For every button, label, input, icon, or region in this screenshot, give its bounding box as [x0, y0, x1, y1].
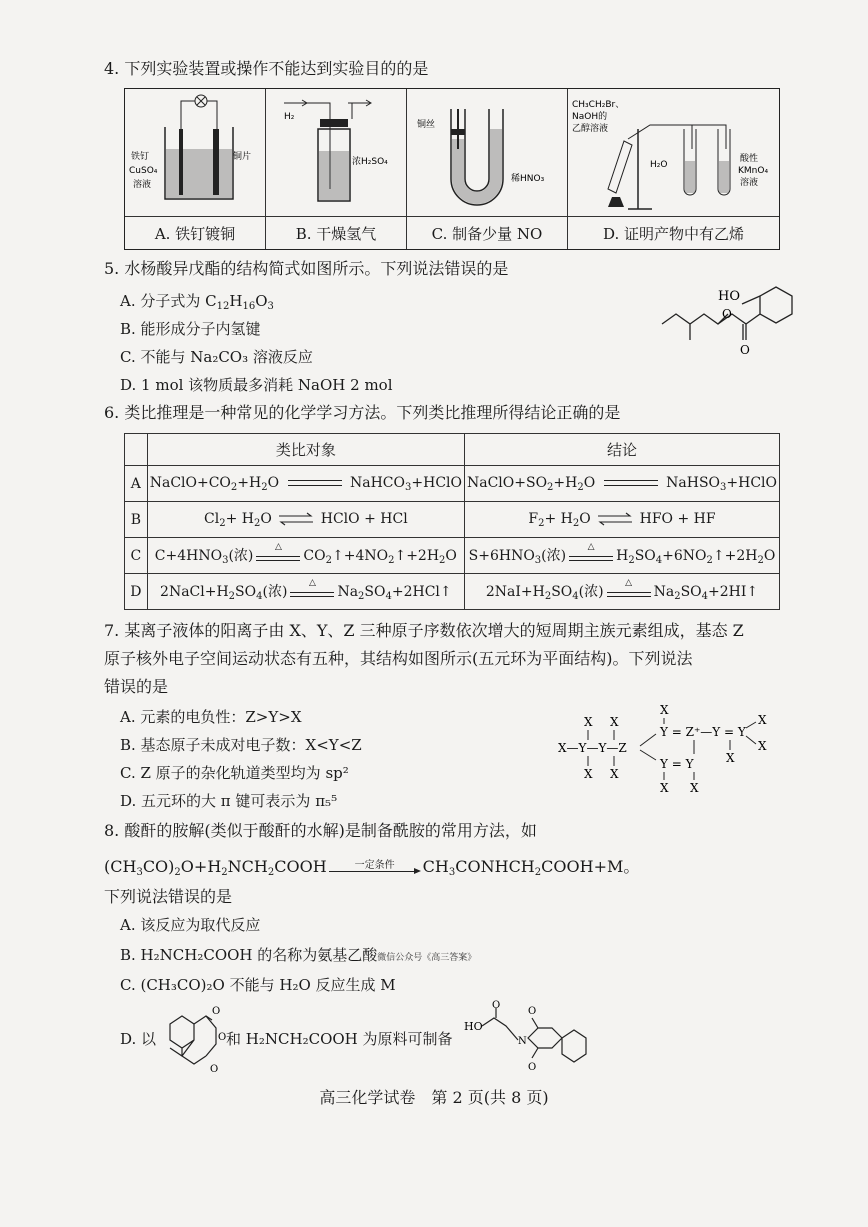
q4-apparatus-a	[125, 89, 266, 216]
svg-text:Y = Y: Y = Y	[660, 757, 694, 771]
svg-text:Y = Z⁺—Y = Y: Y = Z⁺—Y = Y	[660, 725, 746, 739]
q5-option-a: A. 分子式为 $C_{12}H_{16}O_3$	[120, 292, 274, 312]
svg-text:X: X	[726, 751, 735, 765]
svg-text:溶液: 溶液	[133, 180, 152, 190]
svg-text:KMnO₄: KMnO₄	[738, 166, 769, 176]
q5-stem: 5. 水杨酸异戊酯的结构简式如图所示。下列说法错误的是	[104, 259, 509, 278]
q6-analogy-table	[124, 433, 780, 610]
q7-stem-line-3: 错误的是	[104, 677, 169, 696]
svg-text:铜丝: 铜丝	[417, 120, 436, 130]
q7-stem-line-1: 7. 某离子液体的阳离子由 X、Y、Z 三种原子序数依次增大的短周期主族元素组成，基态 Z	[104, 621, 744, 640]
table-row: D $2NaCl+H_2SO_4$(浓) △ $Na_2SO_4+2HCl↑$ $2NaI+H_2SO_4$(浓) △ $Na_2SO_4+2HI↑$	[125, 574, 780, 610]
svg-text:酸性: 酸性	[740, 154, 759, 164]
svg-text:H₂O: H₂O	[650, 160, 668, 170]
svg-text:O: O	[210, 1064, 219, 1075]
svg-text:X: X	[584, 767, 593, 781]
svg-text:N: N	[518, 1036, 527, 1047]
q8-product-image	[462, 1000, 592, 1080]
q5-structure-image	[656, 282, 806, 362]
svg-text:HO: HO	[464, 1020, 483, 1033]
svg-text:H₂: H₂	[284, 112, 295, 122]
svg-text:X: X	[690, 781, 699, 795]
q4-caption-c: C. 制备少量 NO	[407, 216, 568, 249]
q5-option-c: C. 不能与 Na₂CO₃ 溶液反应	[120, 348, 313, 366]
svg-text:乙醇溶液: 乙醇溶液	[572, 124, 609, 134]
q8-reaction: $(CH_3CO)_2O+H_2NCH_2COOH$ 一定条件 $CH_3CONHCH_2COOH+M$。	[104, 857, 640, 878]
q8-follow: 下列说法错误的是	[104, 887, 233, 906]
svg-text:O: O	[212, 1006, 221, 1017]
table-row: A $NaClO+CO_2+H_2O$ NaHCO$_3$+HClO $NaClO+SO_2+H_2O$ NaHSO$_3$+HClO	[125, 466, 780, 502]
svg-text:O: O	[492, 1000, 501, 1011]
svg-text:X: X	[660, 781, 669, 795]
q4-apparatus-table	[124, 88, 780, 250]
q4-caption-a: A. 铁钉镀铜	[125, 216, 266, 249]
svg-text:O: O	[528, 1006, 537, 1017]
q8-option-a: A. 该反应为取代反应	[120, 916, 261, 934]
q7-option-c: C. Z 原子的杂化轨道类型均为 sp²	[120, 764, 349, 782]
q8-option-b: B. H₂NCH₂COOH 的名称为氨基乙酸微信公众号《高三答案》	[120, 946, 477, 964]
svg-text:浓H₂SO₄: 浓H₂SO₄	[352, 157, 388, 167]
q7-option-b: B. 基态原子未成对电子数：X<Y<Z	[120, 736, 362, 754]
svg-text:X: X	[610, 715, 619, 729]
q4-caption-d: D. 证明产物中有乙烯	[568, 216, 779, 249]
svg-text:O: O	[218, 1032, 227, 1043]
table-row: C $C+4HNO_3$(浓) △ $CO_2↑+4NO_2↑+2H_2O$ $S+6HNO_3$(浓) △ $H_2SO_4+6NO_2↑+2H_2O$	[125, 538, 780, 574]
q7-option-a: A. 元素的电负性：Z>Y>X	[120, 708, 302, 726]
svg-text:X—Y—Y—Z: X—Y—Y—Z	[558, 741, 627, 755]
svg-text:稀HNO₃: 稀HNO₃	[511, 174, 545, 184]
q7-option-d: D. 五元环的大 π 键可表示为 π₅⁵	[120, 792, 338, 810]
q7-cation-structure-image	[556, 700, 786, 800]
svg-text:O: O	[740, 343, 750, 357]
svg-text:X: X	[660, 703, 669, 717]
q4-caption-b: B. 干燥氢气	[266, 216, 407, 249]
svg-text:O: O	[722, 307, 732, 321]
q5-option-d: D. 1 mol 该物质最多消耗 NaOH 2 mol	[120, 376, 393, 394]
q4-apparatus-b	[266, 89, 407, 216]
q5-option-b: B. 能形成分子内氢键	[120, 320, 261, 338]
table-row: B $Cl_2+ H_2O$ HClO + HCl $F_2+ H_2O$ HFO + HF	[125, 502, 780, 538]
svg-text:NaOH的: NaOH的	[572, 112, 608, 122]
svg-text:X: X	[610, 767, 619, 781]
svg-text:铜片: 铜片	[233, 152, 252, 162]
svg-text:X: X	[758, 739, 767, 753]
page-footer: 高三化学试卷 第 2 页(共 8 页)	[319, 1088, 549, 1107]
svg-text:X: X	[758, 713, 767, 727]
svg-text:HO: HO	[718, 289, 740, 304]
q8-anhydride-image	[160, 1002, 236, 1078]
q4-apparatus-d	[568, 89, 779, 216]
q7-stem-line-2: 原子核外电子空间运动状态有五种，其结构如图所示(五元环为平面结构)。下列说法	[104, 649, 693, 668]
q8-stem: 8. 酸酐的胺解(类似于酸酐的水解)是制备酰胺的常用方法，如	[104, 821, 537, 840]
q4-stem: 4. 下列实验装置或操作不能达到实验目的的是	[104, 59, 429, 78]
q8-option-d: D. 以 和 H₂NCH₂COOH 为原料可制备	[120, 1030, 453, 1048]
svg-text:O: O	[528, 1062, 537, 1073]
q6-header-conclusion: 结论	[464, 434, 779, 466]
svg-text:X: X	[584, 715, 593, 729]
svg-text:溶液: 溶液	[740, 178, 759, 188]
svg-text:CH₃CH₂Br、: CH₃CH₂Br、	[572, 100, 625, 110]
svg-text:CuSO₄: CuSO₄	[129, 166, 158, 176]
q4-apparatus-c	[407, 89, 568, 216]
q6-header-object: 类比对象	[147, 434, 464, 466]
q8-option-c: C. (CH₃CO)₂O 不能与 H₂O 反应生成 M	[120, 976, 396, 994]
q6-stem: 6. 类比推理是一种常见的化学学习方法。下列类比推理所得结论正确的是	[104, 403, 621, 422]
svg-text:铁钉: 铁钉	[131, 152, 150, 162]
